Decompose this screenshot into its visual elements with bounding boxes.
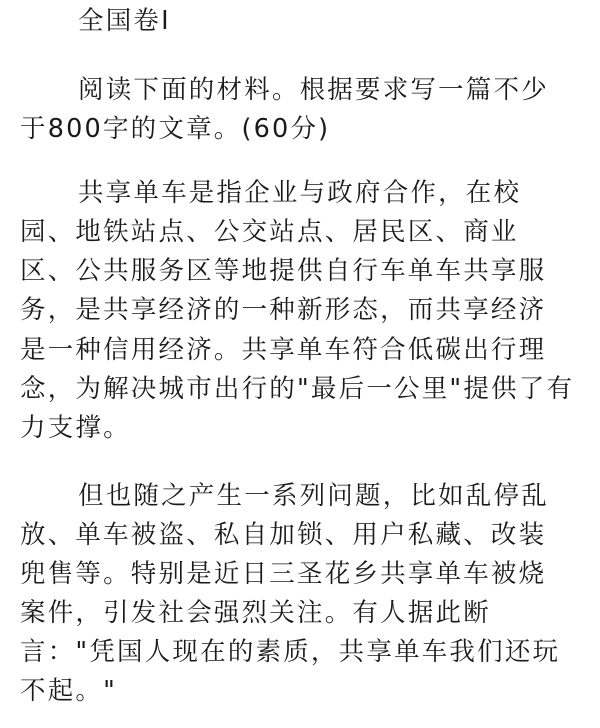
paragraph-line: 共享单车是指企业与政府合作，在校	[78, 178, 522, 208]
paragraph-line: 不起。"	[20, 676, 118, 706]
paragraph-line: 是一种信用经济。共享单车符合低碳出行理	[20, 335, 547, 365]
paragraph-line: 念，为解决城市出行的"最后一公里"提供了有	[20, 374, 575, 404]
document-title: 全国卷Ⅰ	[78, 6, 171, 36]
paragraph-line: 言："凭国人现在的素质，共享单车我们还玩	[20, 637, 561, 667]
paragraph-line: 但也随之产生一系列问题，比如乱停乱	[78, 481, 549, 511]
paragraph-line: 放、单车被盗、私自加锁、用户私藏、改装	[20, 520, 547, 550]
paragraph-line: 阅读下面的材料。根据要求写一篇不少	[78, 75, 549, 105]
paragraph-line: 案件，引发社会强烈关注。有人据此断	[20, 598, 491, 628]
paragraph-line: 于800字的文章。(60分)	[20, 114, 331, 144]
paragraph-line: 园、地铁站点、公交站点、居民区、商业	[20, 217, 519, 247]
paragraph-line: 兜售等。特别是近日三圣花乡共享单车被烧	[20, 559, 547, 589]
paragraph-line: 务，是共享经济的一种新形态，而共享经济	[20, 295, 547, 325]
paragraph-line: 力支撑。	[20, 413, 131, 443]
paragraph-line: 区、公共服务区等地提供自行车单车共享服	[20, 256, 547, 286]
